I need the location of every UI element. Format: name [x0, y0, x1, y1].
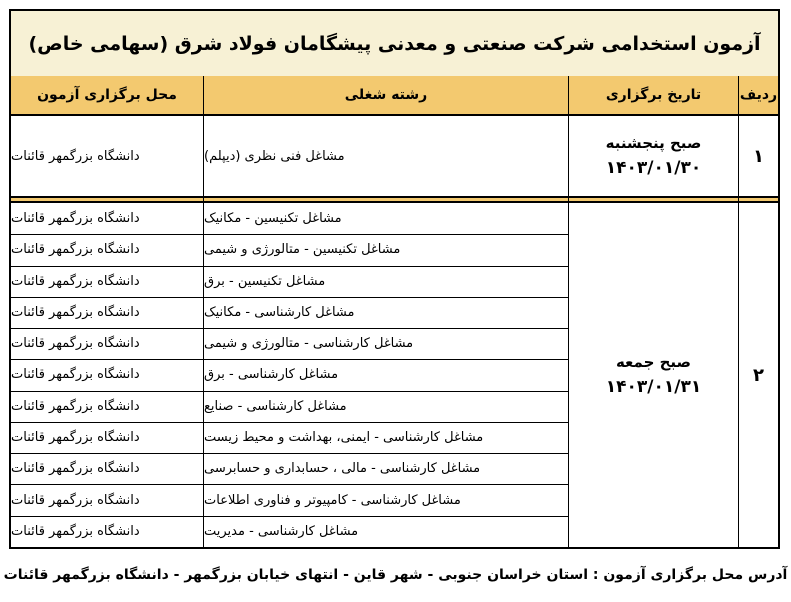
job-cell	[204, 234, 568, 265]
place-cell	[11, 391, 203, 422]
date-cell-2	[569, 203, 738, 547]
place-text: دانشگاه بزرگمهر قائنات	[11, 461, 140, 477]
exam-day-2: صبح جمعه	[615, 353, 692, 371]
header-field-label: رشته شغلی	[344, 87, 428, 103]
job-cell	[204, 484, 568, 515]
header-place-label: محل برگزاری آزمون	[37, 87, 177, 103]
job-text: مشاغل کارشناسی - مکانیک	[204, 304, 355, 320]
job-cell	[204, 297, 568, 328]
place-cell	[11, 484, 203, 515]
row-number-text-2: ۲	[753, 364, 764, 386]
exam-day-1: صبح پنجشنبه	[605, 134, 702, 152]
table-title: آزمون استخدامی شرکت صنعتی و معدنی پیشگامان فولاد شرق (سهامی خاص)	[28, 32, 761, 55]
job-cell	[204, 422, 568, 453]
row-number-1	[739, 116, 778, 196]
place-cell	[11, 453, 203, 484]
place-cell	[11, 422, 203, 453]
job-cell	[204, 328, 568, 359]
row-number-2	[739, 203, 778, 547]
place-text: دانشگاه بزرگمهر قائنات	[11, 273, 140, 289]
header-field	[204, 76, 568, 114]
place-cell	[11, 266, 203, 297]
header-date	[569, 76, 738, 114]
job-cell	[204, 203, 568, 234]
place-cell	[11, 234, 203, 265]
header-row	[739, 76, 778, 114]
place-cell	[11, 328, 203, 359]
job-text: مشاغل تکنیسین - برق	[204, 273, 326, 289]
date-cell-1	[569, 116, 738, 196]
place-text: دانشگاه بزرگمهر قائنات	[11, 242, 140, 258]
place-text: دانشگاه بزرگمهر قائنات	[11, 148, 140, 164]
place-text: دانشگاه بزرگمهر قائنات	[11, 492, 140, 508]
job-cell	[204, 391, 568, 422]
job-text: مشاغل کارشناسی - برق	[204, 367, 339, 383]
header-row-label: ردیف	[739, 87, 778, 103]
col-divider	[203, 76, 204, 547]
job-cell	[204, 516, 568, 547]
address-text: آدرس محل برگزاری آزمون : استان خراسان جنوبی - شهر قاین - انتهای خیابان بزرگمهر - دانشگاه بزرگمهر قائنات	[3, 567, 788, 583]
place-text: دانشگاه بزرگمهر قائنات	[11, 336, 140, 352]
job-text: مشاغل کارشناسی - ایمنی، بهداشت و محیط زیست	[204, 430, 484, 445]
place-cell	[11, 516, 203, 547]
job-text: مشاغل تکنیسین - متالورژی و شیمی	[204, 242, 401, 258]
place-cell	[11, 116, 203, 196]
exam-date-1: ۱۴۰۳/۰۱/۳۰	[605, 158, 702, 178]
header-place	[11, 76, 203, 114]
job-text: مشاغل کارشناسی - مدیریت	[204, 523, 359, 539]
place-text: دانشگاه بزرگمهر قائنات	[11, 367, 140, 383]
place-text: دانشگاه بزرگمهر قائنات	[11, 398, 140, 414]
job-text: مشاغل کارشناسی - کامپیوتر و فناوری اطلاعات	[204, 492, 461, 508]
job-cell	[204, 266, 568, 297]
col-divider	[738, 76, 739, 547]
job-text: مشاغل تکنیسین - مکانیک	[204, 211, 342, 227]
exam-date-2: ۱۴۰۳/۰۱/۳۱	[605, 377, 702, 397]
place-cell	[11, 297, 203, 328]
job-text: مشاغل فنی نظری (دیپلم)	[204, 148, 345, 164]
header-date-label: تاریخ برگزاری	[605, 87, 702, 103]
place-cell	[11, 203, 203, 234]
job-text: مشاغل کارشناسی - مالی ، حسابداری و حسابرسی	[204, 461, 481, 477]
row-number-text-1: ۱	[753, 145, 764, 167]
place-text: دانشگاه بزرگمهر قائنات	[11, 211, 140, 227]
place-cell	[11, 359, 203, 390]
job-text: مشاغل کارشناسی - صنایع	[204, 398, 347, 414]
place-text: دانشگاه بزرگمهر قائنات	[11, 523, 140, 539]
col-divider	[568, 76, 569, 547]
job-cell	[204, 116, 568, 196]
place-text: دانشگاه بزرگمهر قائنات	[11, 304, 140, 320]
job-text: مشاغل کارشناسی - متالورژی و شیمی	[204, 336, 414, 352]
job-cell	[204, 453, 568, 484]
job-cell	[204, 359, 568, 390]
address-footer	[0, 558, 791, 592]
exam-table	[9, 9, 780, 549]
place-text: دانشگاه بزرگمهر قائنات	[11, 430, 140, 445]
table-title-bar	[11, 11, 778, 78]
